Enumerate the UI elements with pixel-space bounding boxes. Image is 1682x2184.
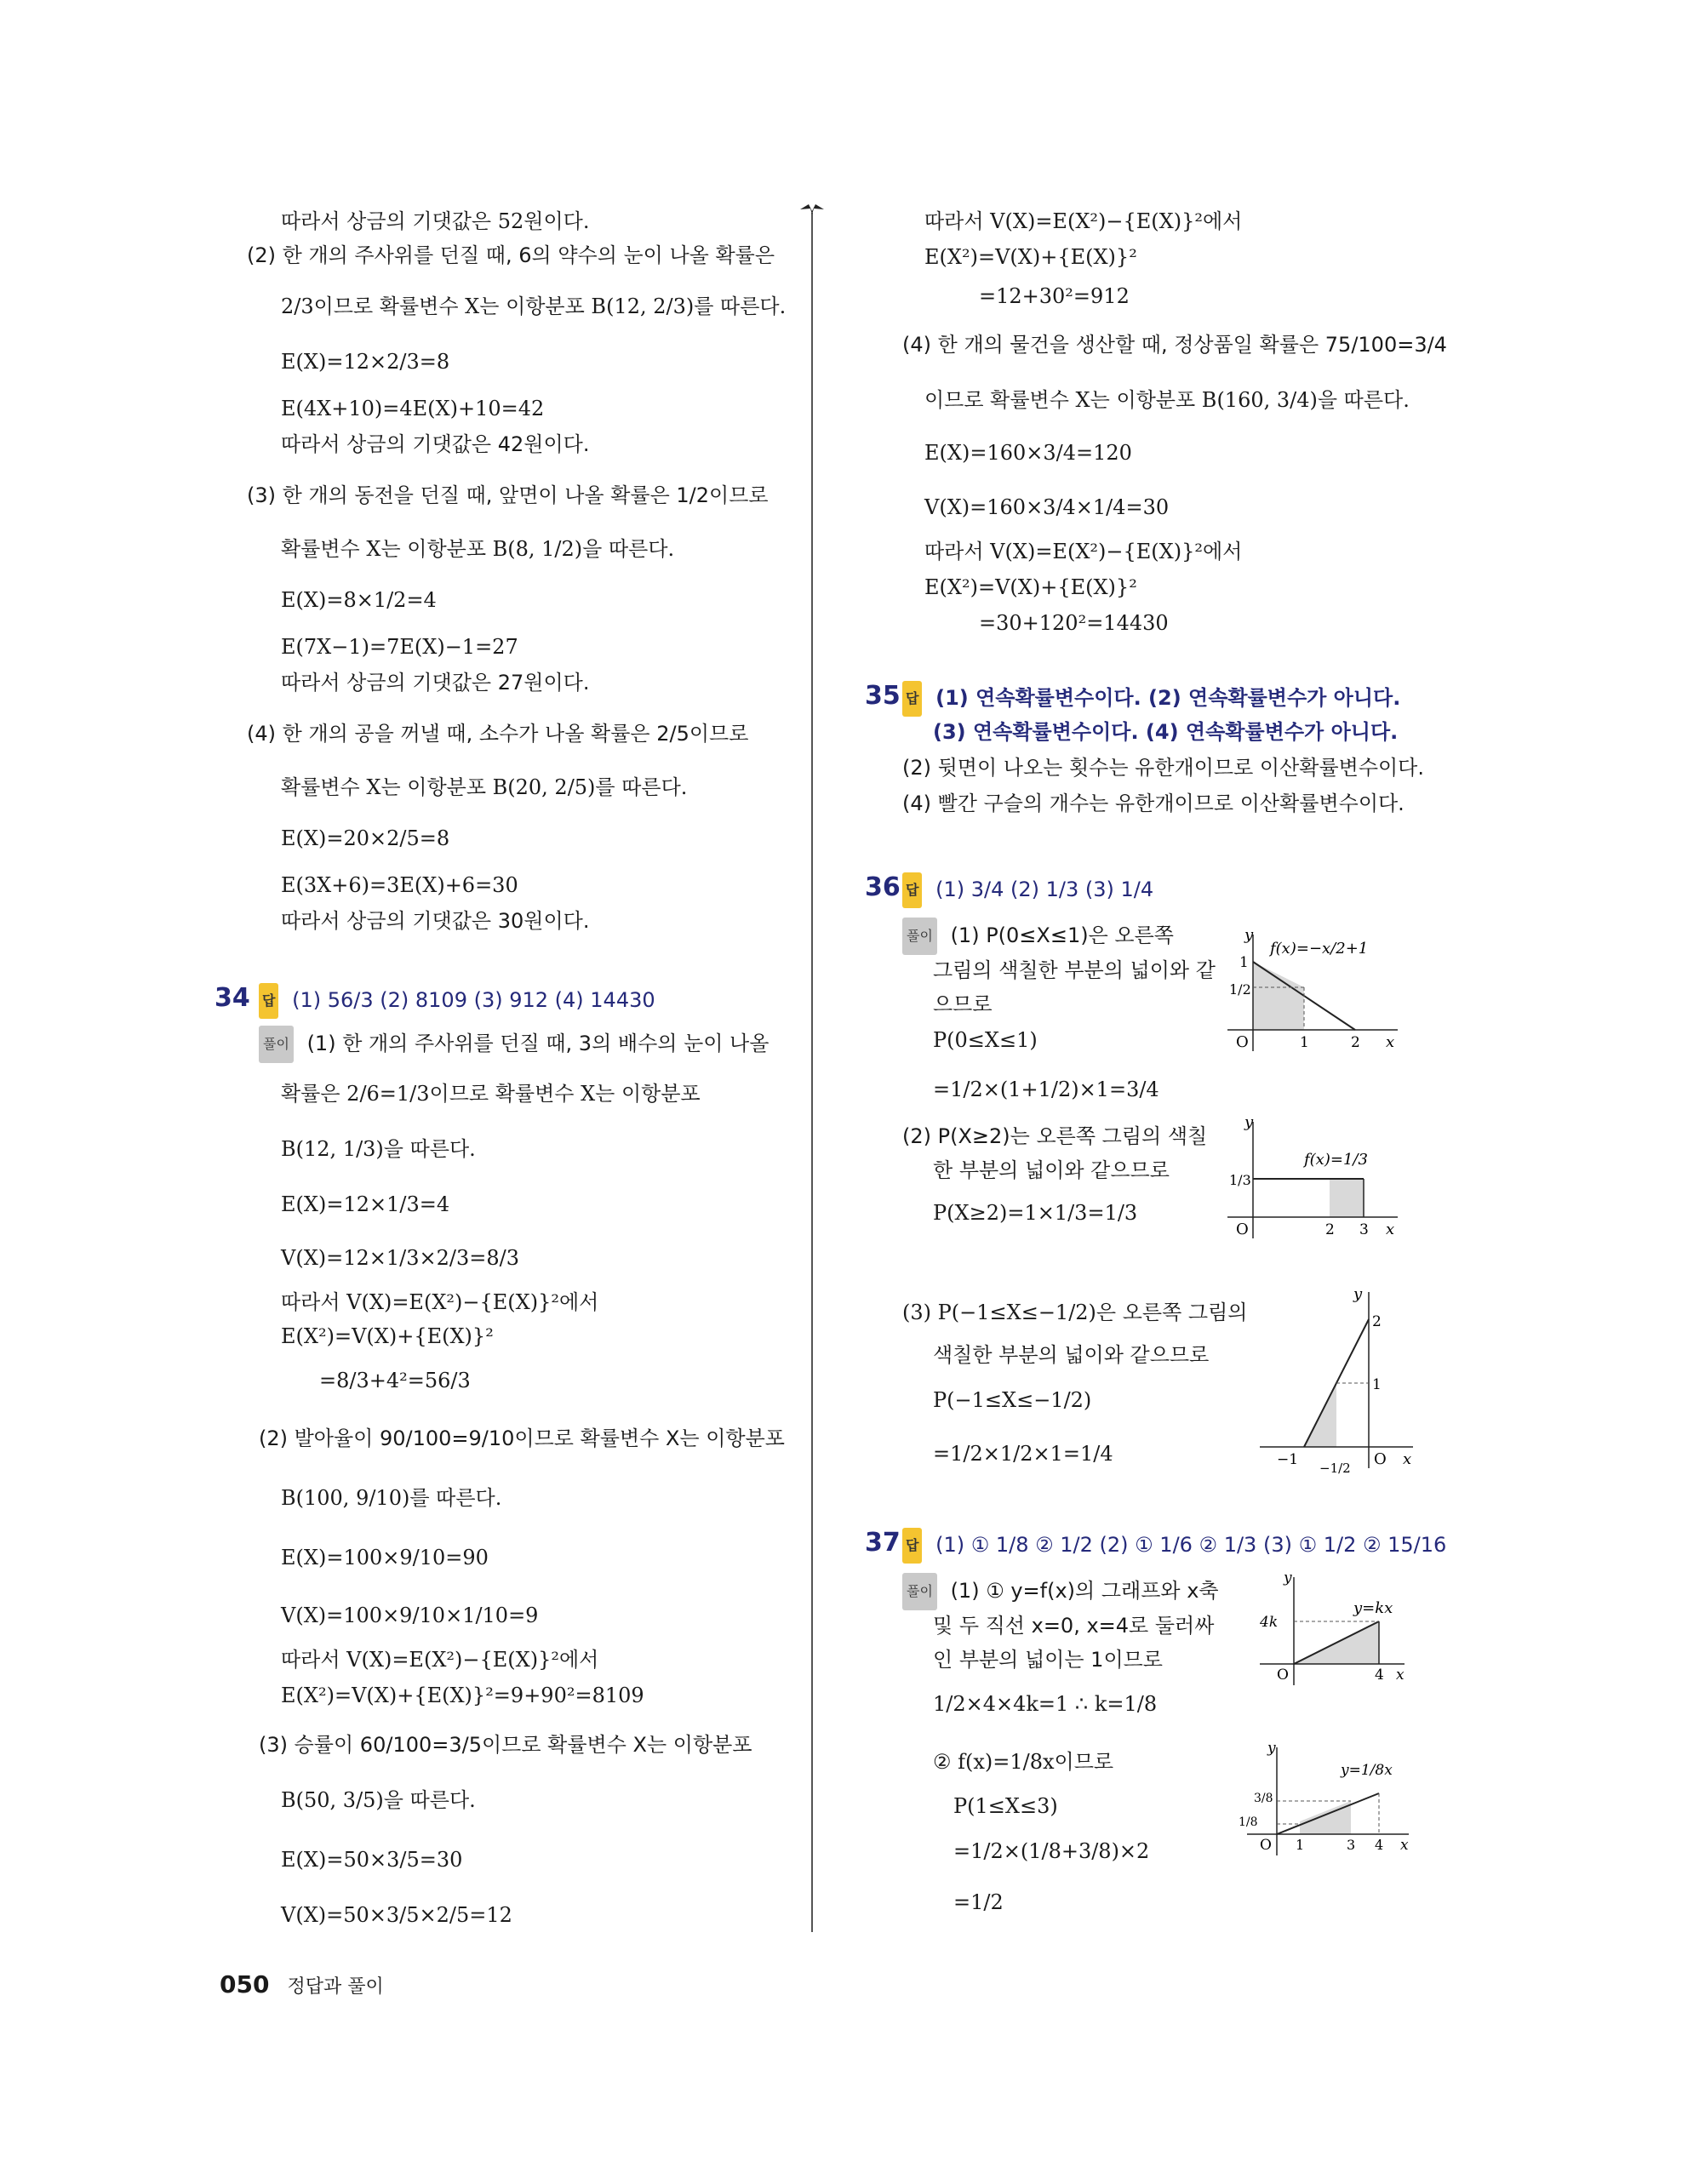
tick-label: 4: [1375, 1667, 1384, 1684]
answer-tag: 답: [902, 681, 922, 717]
text-line: 색칠한 부분의 넓이와 같으므로: [933, 1343, 1210, 1367]
equation: =8/3+4²=56/3: [319, 1369, 471, 1392]
function-label: f(x)=−x/2+1: [1270, 940, 1369, 958]
solution-line: [902, 1573, 1219, 1610]
axis-label: y: [1353, 1285, 1363, 1303]
equation: E(X)=12×2/3=8: [281, 350, 450, 374]
origin-label: O: [1260, 1837, 1272, 1854]
graph-triangle: [1251, 1285, 1422, 1481]
axis-label: x: [1386, 1033, 1395, 1051]
tick-label: 1: [1372, 1376, 1382, 1393]
subproblem-4-header: (4) 한 개의 물건을 생산할 때, 정상품일 확률은 75/100=3/4: [902, 333, 1447, 357]
text-line: (1) ① y=f(x)의 그래프와 x축: [950, 1579, 1219, 1603]
shaded-region: [1300, 1801, 1351, 1834]
function-label: y=kx: [1353, 1599, 1393, 1617]
equation: =1/2×1/2×1=1/4: [933, 1442, 1113, 1466]
equation: P(−1≤X≤−1/2): [933, 1388, 1092, 1412]
answer-text: (1) 56/3 (2) 8109 (3) 912 (4) 14430: [292, 988, 655, 1012]
answer-text: (1) ① 1/8 ② 1/2 (2) ① 1/6 ② 1/3 (3) ① 1/2 ② 15/16: [935, 1533, 1447, 1557]
equation: E(X²)=V(X)+{E(X)}²: [924, 245, 1137, 269]
equation: E(X)=20×2/5=8: [281, 826, 450, 850]
axis-label: y: [1284, 1570, 1292, 1587]
solution-tag: 풀이: [902, 918, 937, 955]
answer-text: (1) 3/4 (2) 1/3 (3) 1/4: [935, 878, 1154, 901]
tick-label: 1: [1239, 954, 1249, 971]
graph-x-over-8: [1239, 1741, 1417, 1864]
tick-label: 3: [1359, 1221, 1369, 1238]
question-number: 35: [865, 681, 901, 711]
answer-tag: 답: [259, 983, 278, 1019]
tick-label: 2: [1325, 1221, 1335, 1238]
axis-label: x: [1386, 1221, 1395, 1238]
text-line: 2/3이므로 확률변수 X는 이항분포 B(12, 2/3)를 따른다.: [281, 294, 787, 318]
axis-label: x: [1400, 1837, 1409, 1854]
equation: E(X)=160×3/4=120: [924, 441, 1132, 465]
axis-label: y: [1244, 1115, 1254, 1131]
equation: 1/2×4×4k=1 ∴ k=1/8: [933, 1692, 1158, 1716]
text-line: 따라서 V(X)=E(X²)−{E(X)}²에서: [281, 1290, 599, 1314]
text-line: B(100, 9/10)를 따른다.: [281, 1486, 502, 1510]
subproblem-4-header: (4) 한 개의 공을 꺼낼 때, 소수가 나올 확률은 2/5이므로: [247, 722, 749, 746]
answer-text: (1) 연속확률변수이다. (2) 연속확률변수가 아니다.: [935, 686, 1401, 710]
text-line: 따라서 상금의 기댓값은 42원이다.: [281, 432, 590, 456]
tick-label: −1: [1277, 1451, 1299, 1468]
solution-line: [259, 1026, 769, 1063]
subproblem-2-header: (2) 발아율이 90/100=9/10이므로 확률변수 X는 이항분포: [259, 1426, 785, 1450]
subproblem-2-header: (2) 한 개의 주사위를 던질 때, 6의 약수의 눈이 나올 확률은: [247, 243, 775, 267]
function-label: f(x)=1/3: [1304, 1151, 1368, 1169]
text-line: (1) 한 개의 주사위를 던질 때, 3의 배수의 눈이 나올: [306, 1032, 769, 1055]
tick-label: 3/8: [1254, 1792, 1273, 1805]
solution-tag: 풀이: [259, 1026, 294, 1063]
question-number: 36: [865, 872, 901, 902]
equation: =30+120²=14430: [979, 611, 1169, 635]
solution-tag: 풀이: [902, 1573, 937, 1610]
equation: E(3X+6)=3E(X)+6=30: [281, 873, 518, 897]
origin-label: O: [1277, 1667, 1289, 1684]
equation: =1/2×(1/8+3/8)×2: [953, 1839, 1150, 1863]
tick-label: 1/2: [1229, 981, 1251, 998]
text-line: 따라서 V(X)=E(X²)−{E(X)}²에서: [924, 540, 1243, 563]
answer-line: [902, 872, 1153, 908]
equation: E(X)=8×1/2=4: [281, 588, 437, 612]
text-line: 따라서 V(X)=E(X²)−{E(X)}²에서: [924, 209, 1243, 233]
text-line: (4) 빨간 구슬의 개수는 유한개이므로 이산확률변수이다.: [902, 792, 1405, 815]
graph-kx: [1251, 1570, 1413, 1689]
answer-text: (3) 연속확률변수이다. (4) 연속확률변수가 아니다.: [933, 720, 1399, 744]
tick-label: 1: [1296, 1837, 1305, 1853]
answer-line: [902, 681, 1400, 717]
question-number: 34: [215, 983, 250, 1013]
text-line: (3) P(−1≤X≤−1/2)은 오른쪽 그림의: [902, 1301, 1248, 1324]
equation: P(0≤X≤1): [933, 1028, 1038, 1052]
text-line: 으므로: [933, 992, 993, 1016]
text-line: 및 두 직선 x=0, x=4로 둘러싸: [933, 1614, 1215, 1638]
equation: V(X)=12×1/3×2/3=8/3: [281, 1246, 519, 1270]
equation: E(X²)=V(X)+{E(X)}²: [281, 1324, 494, 1348]
text-line: 따라서 V(X)=E(X²)−{E(X)}²에서: [281, 1648, 599, 1672]
function-label: y=1/8x: [1341, 1762, 1393, 1779]
graph-constant: [1219, 1115, 1406, 1243]
tick-label: 2: [1351, 1034, 1360, 1051]
text-line: (2) P(X≥2)는 오른쪽 그림의 색칠: [902, 1124, 1208, 1148]
text-line: ② f(x)=1/8x이므로: [933, 1750, 1114, 1774]
text-line: 따라서 상금의 기댓값은 52원이다.: [281, 209, 590, 233]
equation: E(X²)=V(X)+{E(X)}²: [924, 575, 1137, 599]
text-line: 따라서 상금의 기댓값은 30원이다.: [281, 909, 590, 933]
answer-line: [259, 983, 655, 1019]
equation: P(X≥2)=1×1/3=1/3: [933, 1201, 1138, 1225]
text-line: 그림의 색칠한 부분의 넓이와 같: [933, 958, 1216, 982]
axis-label: x: [1396, 1667, 1405, 1684]
equation: E(X²)=V(X)+{E(X)}²=9+90²=8109: [281, 1684, 644, 1707]
shaded-region: [1253, 962, 1304, 1030]
origin-label: O: [1374, 1450, 1387, 1468]
axis-label: x: [1403, 1450, 1412, 1468]
equation: V(X)=160×3/4×1/4=30: [924, 495, 1170, 519]
tick-label: 1/8: [1239, 1815, 1258, 1829]
tick-label: 3: [1347, 1837, 1356, 1853]
answer-line: [902, 1528, 1446, 1564]
page-footer: [220, 1970, 384, 1998]
equation: E(X)=100×9/10=90: [281, 1546, 489, 1569]
bird-ornament-icon: [798, 201, 826, 218]
text-line: 확률은 2/6=1/3이므로 확률변수 X는 이항분포: [281, 1082, 701, 1106]
tick-label: 1/3: [1229, 1172, 1251, 1188]
tick-label: 4: [1375, 1837, 1384, 1853]
solution-line: [902, 918, 1174, 955]
tick-label: −1/2: [1319, 1461, 1351, 1476]
graph-linear-decreasing: [1219, 928, 1406, 1055]
axis-label: y: [1267, 1741, 1276, 1757]
subproblem-3-header: (3) 한 개의 동전을 던질 때, 앞면이 나올 확률은 1/2이므로: [247, 483, 769, 507]
text-line: 한 부분의 넓이와 같으므로: [933, 1158, 1170, 1182]
equation: =1/2: [953, 1890, 1004, 1914]
footer-title: 정답과 풀이: [287, 1976, 384, 1998]
equation: E(7X−1)=7E(X)−1=27: [281, 635, 518, 659]
equation: =1/2×(1+1/2)×1=3/4: [933, 1078, 1159, 1101]
equation: V(X)=100×9/10×1/10=9: [281, 1604, 539, 1627]
tick-label: 2: [1372, 1313, 1382, 1330]
text-line: 따라서 상금의 기댓값은 27원이다.: [281, 671, 590, 695]
origin-label: O: [1236, 1033, 1249, 1051]
text-line: (2) 뒷면이 나오는 횟수는 유한개이므로 이산확률변수이다.: [902, 756, 1424, 780]
axis-label: y: [1244, 928, 1254, 944]
subproblem-3-header: (3) 승률이 60/100=3/5이므로 확률변수 X는 이항분포: [259, 1733, 752, 1757]
shaded-region: [1330, 1179, 1364, 1217]
text-line: 확률변수 X는 이항분포 B(20, 2/5)를 따른다.: [281, 775, 688, 799]
tick-label: 1: [1300, 1034, 1309, 1051]
question-number: 37: [865, 1528, 901, 1558]
tick-label: 4k: [1260, 1614, 1279, 1631]
text-line: B(50, 3/5)을 따른다.: [281, 1788, 476, 1812]
text-line: 이므로 확률변수 X는 이항분포 B(160, 3/4)을 따른다.: [924, 388, 1410, 412]
equation: P(1≤X≤3): [953, 1794, 1058, 1818]
text-line: B(12, 1/3)을 따른다.: [281, 1137, 476, 1161]
text-line: 확률변수 X는 이항분포 B(8, 1/2)을 따른다.: [281, 537, 675, 561]
answer-tag: 답: [902, 1528, 922, 1564]
text-line: 인 부분의 넓이는 1이므로: [933, 1648, 1163, 1672]
equation: E(4X+10)=4E(X)+10=42: [281, 397, 545, 420]
column-divider: [811, 213, 813, 1932]
origin-label: O: [1236, 1221, 1249, 1238]
equation: =12+30²=912: [979, 284, 1130, 308]
equation: V(X)=50×3/5×2/5=12: [281, 1903, 512, 1927]
equation: E(X)=12×1/3=4: [281, 1192, 450, 1216]
answer-tag: 답: [902, 872, 922, 908]
equation: E(X)=50×3/5=30: [281, 1848, 463, 1872]
text-line: (1) P(0≤X≤1)은 오른쪽: [950, 923, 1174, 947]
page-number: 050: [220, 1970, 270, 1998]
